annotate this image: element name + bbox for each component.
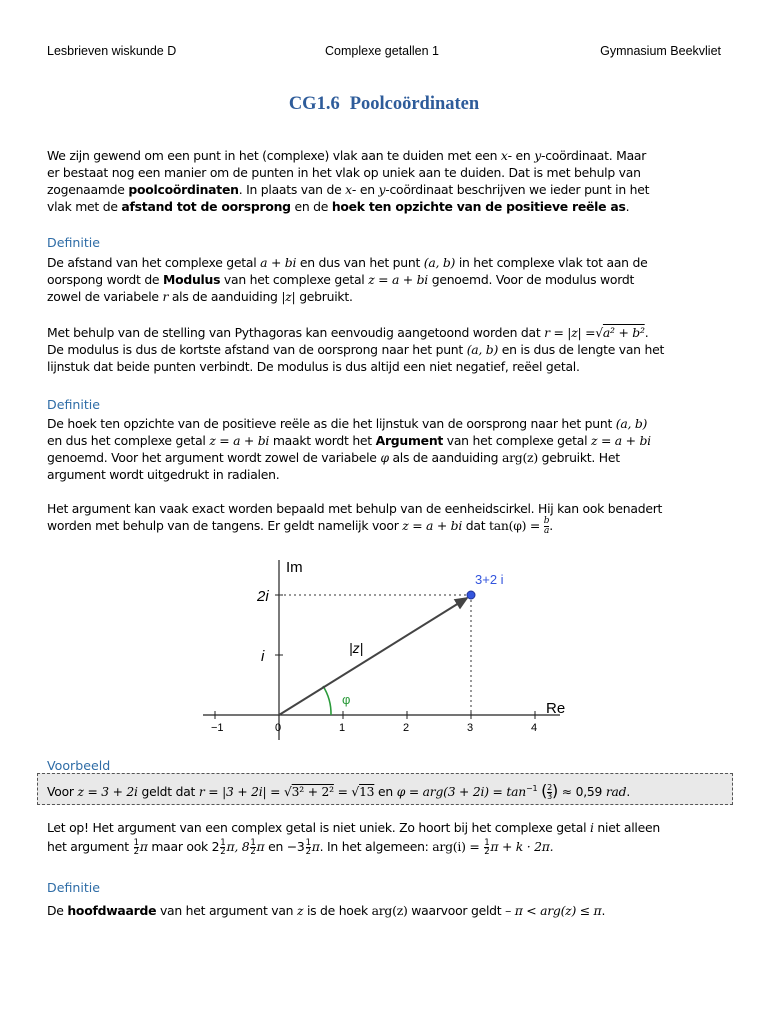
y-label-i: i <box>261 648 265 665</box>
header-left: Lesbrieven wiskunde D <box>47 44 177 58</box>
letop-paragraph: Let op! Het argument van een complex getal is niet uniek. Zo hoort bij het complexe getal i niet alleen het argument $\frac{1}{2}$ π maar ook 2 $\frac{1}{2}$ π, 8 $\frac{1}{2}$ π en −3 $\frac{1}{2}$ π. In het algemeen: arg(i) = $\frac{1}{2}$ π + k · 2π. <box>47 820 660 857</box>
y-label-2i: 2i <box>257 588 269 605</box>
example-box: Voor z = 3 + 2i geldt dat r = |3 + 2i| = √3² + 2² = √13 en $\varphi = arg(3 + 2i) = \tan^{-1}$ ( $\frac{2}{3}$ ) ≈ 0,59 rad. <box>37 773 733 805</box>
x-tick-label: 1 <box>339 722 346 734</box>
angle-arc <box>323 686 331 715</box>
page-title <box>0 94 768 115</box>
section-number: CG1.6 <box>288 94 340 114</box>
phi-label: φ <box>342 692 351 707</box>
intro-paragraph: We zijn gewend om een punt in het (complexe) vlak aan te duiden met een x- en y-coördinaat. Maar er bestaat nog een manier om de punten in het vlak op uniek aan te duiden. Dat is met behulp van zogenaamde poolcoördinaten. In plaats van de x- en y-coördinaat beschrijven we ieder punt in het vlak met de afstand tot de oorsprong en de hoek ten opzichte van de positieve reële as. <box>47 148 650 214</box>
point-label: 3+2 i <box>475 572 504 587</box>
definition-label-1: Definitie <box>47 235 101 250</box>
modulus-label: |z| <box>349 640 364 656</box>
complex-plane-figure <box>195 555 585 745</box>
definition-label-3: Definitie <box>47 880 101 895</box>
argument-paragraph: Het argument kan vaak exact worden bepaald met behulp van de eenheidscirkel. Hij kan ook benadert worden met behulp van de tangens. Er geldt namelijk voor z = a + bi dat tan(φ) = $\frac{b}{a}$ . <box>47 501 663 536</box>
definition-modulus: De afstand van het complexe getal a + bi en dus van het punt (a, b) in het complexe vlak tot aan de oorspong wordt de Modulus van het complexe getal z = a + bi genoemd. Voor de modulus wordt zowel de variabele r als de aanduiding |z| gebruikt. <box>47 255 648 304</box>
section-title: Poolcoördinaten <box>349 94 480 114</box>
x-tick-label: 2 <box>403 722 410 734</box>
im-label: Im <box>286 559 303 576</box>
x-tick-label: 4 <box>531 722 538 734</box>
definition-label-2: Definitie <box>47 397 101 412</box>
vector-z <box>279 598 467 715</box>
pythagoras-paragraph: Met behulp van de stelling van Pythagoras kan eenvoudig aangetoond worden dat r = |z| =√a² + b². De modulus is dus de kortste afstand van de oorsprong naar het punt (a, b) en is dus de lengte van het lijnstuk dat beide punten verbindt. De modulus is dus altijd een niet negatief, reëel getal. <box>47 325 665 374</box>
header-right: Gymnasium Beekvliet <box>600 44 721 58</box>
re-label: Re <box>546 700 566 717</box>
voorbeeld-label: Voorbeeld <box>47 758 111 773</box>
x-tick-label: −1 <box>211 722 224 734</box>
point-3-plus-2i <box>467 591 475 599</box>
header-middle: Complexe getallen 1 <box>325 44 439 58</box>
x-tick-label: 0 <box>275 722 282 734</box>
definition-argument: De hoek ten opzichte van de positieve reële as die het lijnstuk van de oorsprong naar het punt (a, b) en dus het complexe getal z = a + bi maakt wordt het Argument van het complexe getal z = a + bi genoemd. Voor het argument wordt zowel de variabele φ als de aanduiding arg(z) gebruikt. Het argument wordt uitgedrukt in radialen. <box>47 416 651 482</box>
x-tick-label: 3 <box>467 722 474 734</box>
definition-hoofdwaarde: De hoofdwaarde van het argument van z is de hoek arg(z) waarvoor geldt – π < arg(z) ≤ π. <box>47 903 606 918</box>
